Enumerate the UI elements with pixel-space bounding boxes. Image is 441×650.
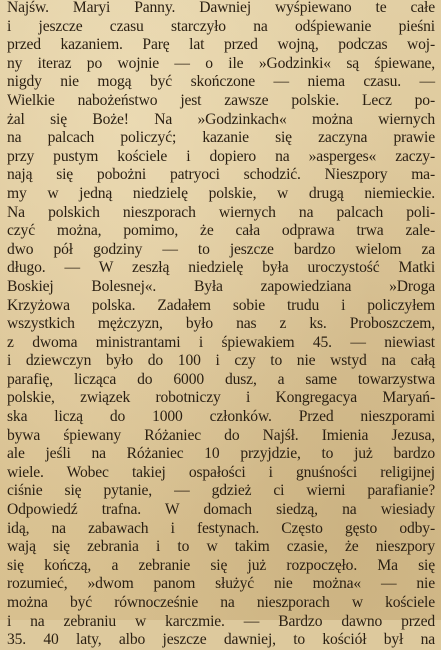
text-line: wszystkich mężczyzn, było nas z ks. Proboszczem, (7, 315, 435, 333)
text-line: Wielkie nabożeństwo jest zawsze polskie. Lecz po- (7, 91, 435, 109)
text-line: i na zebraniu w karczmie. — Bardzo dawno przed (7, 612, 435, 630)
text-line: na palcach policzyć; kazanie się zaczyna prawie (7, 129, 435, 147)
text-line: i dziewczyn było do 100 i czy to nie wstyd na całą (7, 352, 435, 370)
text-line: i jeszcze czasu starczyło na odśpiewanie pieśni (7, 17, 435, 35)
text-line: rozumieć, »dwom panom służyć nie można« — nie (7, 575, 435, 593)
text-line: nigdy nie mogą być skończone — niema czasu. — (7, 73, 435, 91)
text-line: żal się Boże! Na »Godzinkach« można wiernych (7, 110, 435, 128)
text-line: przy pustym kościele i dopiero na »asperges« zaczy- (7, 147, 435, 165)
text-line: Najśw. Maryi Panny. Dawniej wyśpiewano te całe (7, 0, 435, 16)
text-line: Na polskich nieszporach wiernych na palcach poli- (7, 203, 435, 221)
text-line: ciśnie się pytanie, — gdzież ci wierni parafianie? (7, 482, 435, 500)
text-line: ale jeśli na Różaniec 10 przyjdzie, to już bardzo (7, 445, 435, 463)
text-line: można być równocześnie na nieszporach w kościele (7, 594, 435, 611)
text-line: nają się pobożni patryoci schodzić. Nieszpory ma- (7, 166, 435, 184)
text-line: dwo pół godziny — to jeszcze bardzo wielom za (7, 240, 435, 258)
text-line: Odpowiedź trafna. W domach siedzą, na wiesiady (7, 501, 435, 519)
text-line: ny iteraz po wojnie — o ile »Godzinki« są śpiewane, (7, 54, 435, 72)
text-line: z dwoma ministrantami i śpiewakiem 45. — niewiast (7, 333, 435, 351)
text-line: Boskiej Bolesnej«. Była zapowiedziana »Droga (7, 277, 435, 295)
text-line: parafię, licząca do 6000 dusz, a same towarzystwa (7, 370, 435, 388)
text-line: wają się zebrania i to w takim czasie, że nieszpory (7, 538, 435, 556)
text-line: ska liczą do 1000 członków. Przed nieszporami (7, 408, 435, 426)
text-line: my w jedną niedzielę polskie, w drugą niemieckie. (7, 184, 435, 202)
text-line: polskie, związek robotniczy i Kongregacya Maryań- (7, 389, 435, 407)
text-line: czyć można, pomimo, że cała odprawa trwa zale- (7, 222, 435, 240)
text-line: 35. 40 laty, albo jeszcze dawniej, to kościół był na (7, 631, 435, 649)
text-line: wiele. Wobec takiej ospałości i gnuśności religijnej (7, 463, 435, 481)
text-line: bywa śpiewany Różaniec do Najśł. Imienia Jezusa, (7, 426, 435, 444)
text-line: przed kazaniem. Parę lat przed wojną, podczas woj- (7, 36, 435, 54)
text-line: długo. — W zeszłą niedzielę była uroczystość Matki (7, 259, 435, 277)
text-line: się kończą, a zebranie się już rozpoczęło. Ma się (7, 556, 435, 574)
text-line: Krzyżowa polska. Zadałem sobie trudu i policzyłem (7, 296, 435, 314)
article-column (7, 0, 435, 650)
text-line: idą, na zabawach i festynach. Często gęsto odby- (7, 519, 435, 537)
